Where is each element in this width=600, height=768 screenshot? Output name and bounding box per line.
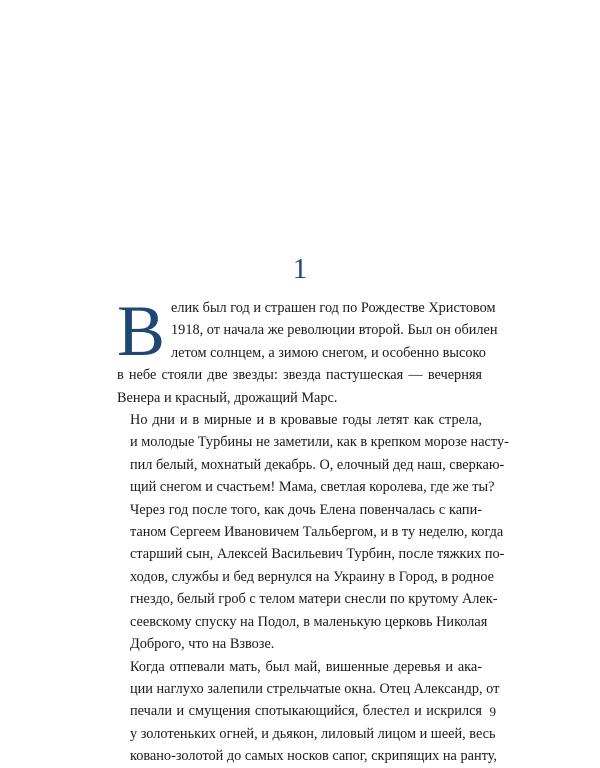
- text-line: сеевскому спуску на Подол, в маленькую церковь Николая: [130, 613, 488, 630]
- paragraph: [117, 499, 505, 656]
- text-line: ции наглухо залепили стрельчатые окна. Отец Александр, от: [130, 680, 500, 697]
- paragraph: [117, 291, 498, 409]
- text-line: ковано-золотой до самых носков сапог, скрипящих на ранту,: [130, 748, 497, 765]
- body-text: [117, 291, 509, 768]
- text-line: щий снегом и счастьем! Мама, светлая королева, где же ты?: [130, 479, 495, 496]
- text-line: старший сын, Алексей Васильевич Турбин, после тяжких по-: [130, 546, 505, 563]
- text-line: Венера и красный, дрожащий Марс.: [117, 389, 338, 406]
- text-line: елик был год и страшен год по Рождестве Христовом: [171, 300, 496, 316]
- text-line: ходов, службы и бед вернулся на Украину в Город, в родное: [130, 568, 495, 585]
- drop-cap: В: [117, 291, 166, 371]
- text-line: Когда отпевали мать, был май, вишенные деревья и ака-: [130, 658, 482, 675]
- text-line: Доброго, что на Взвозе.: [130, 636, 275, 653]
- text-line: Но дни и в мирные и в кровавые годы летят как стрела,: [130, 412, 482, 429]
- text-line: в небе стояли две звезды: звезда пастушеская — вечерняя: [117, 367, 482, 384]
- paragraph: [117, 409, 509, 499]
- text-line: и молодые Турбины не заметили, как в крепком морозе насту-: [130, 434, 509, 451]
- chapter-number: 1: [292, 253, 308, 285]
- text-line: гнездо, белый гроб с телом матери снесли по крутому Алек-: [130, 591, 498, 608]
- text-line: печали и смущения спотыкающийся, блестел и искрился: [130, 703, 482, 720]
- paragraph: [117, 656, 500, 768]
- text-line: 1918, от начала же революции второй. Был он обилен: [171, 322, 498, 339]
- text-line: пил белый, мохнатый декабрь. О, елочный дед наш, сверкаю-: [130, 456, 505, 473]
- page-number: 9: [489, 704, 496, 719]
- text-line: у золотеньких огней, и дьякон, лиловый лицом и шеей, весь: [130, 725, 496, 742]
- text-line: таном Сергеем Ивановичем Тальбергом, и в ту неделю, когда: [130, 524, 504, 541]
- text-line: Через год после того, как дочь Елена повенчалась с капи-: [130, 501, 482, 518]
- text-line: летом солнцем, а зимою снегом, и особенно высоко: [171, 344, 486, 361]
